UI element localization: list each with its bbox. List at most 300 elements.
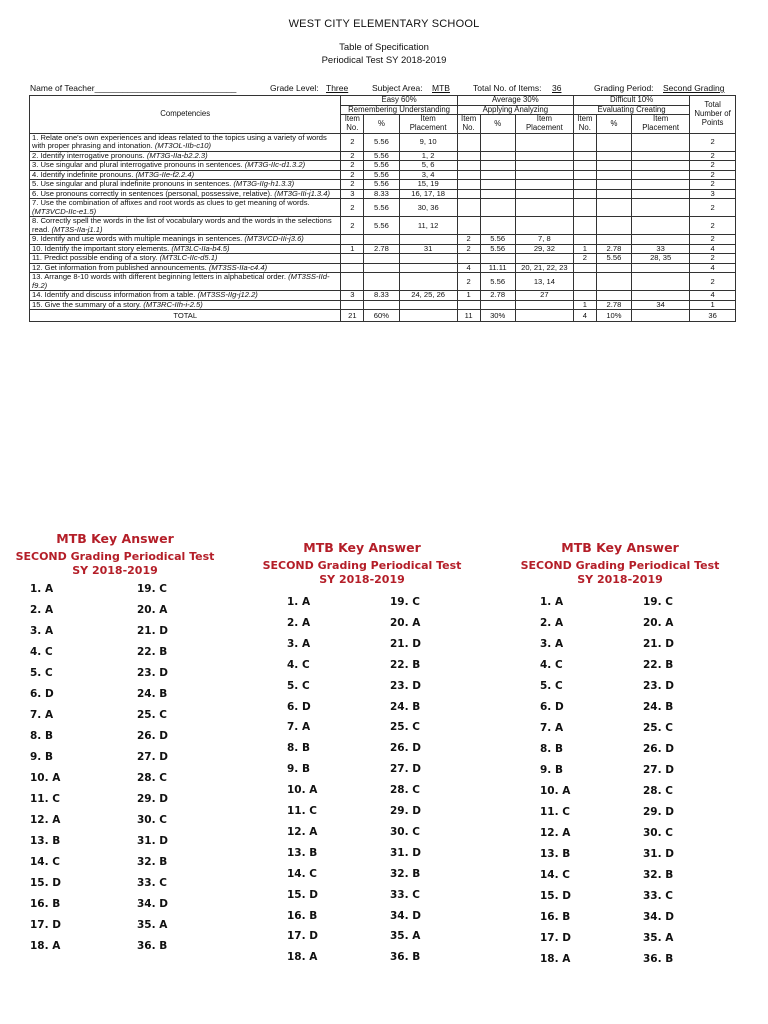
competency-code: (MT3S-IIa-j1.1) xyxy=(51,224,103,234)
cell-total: 2 xyxy=(690,273,736,291)
answer-item: 32. B xyxy=(137,856,168,868)
cell-e-pl: 15, 19 xyxy=(399,180,457,190)
cell-a-pct xyxy=(480,133,515,151)
cell-d-pct xyxy=(596,189,631,199)
cell-d-pl xyxy=(632,189,690,199)
difficult-header: Difficult 10% xyxy=(573,96,689,106)
cell-a-no xyxy=(457,133,480,151)
competency-text: 8. Correctly spell the words in the list of vocabulary words and the words in the selections read. xyxy=(32,216,332,234)
cell-a-no xyxy=(457,189,480,199)
total-d-pct: 10% xyxy=(596,310,631,322)
answer-item: 21. D xyxy=(137,625,168,637)
answer-item: 3. A xyxy=(540,638,564,650)
cell-a-pl xyxy=(515,199,573,217)
answer-item: 30. C xyxy=(390,825,420,838)
average-subheader: Applying Analyzing xyxy=(457,105,573,115)
answer-item: 35. A xyxy=(137,919,168,931)
answer-item: 26. D xyxy=(643,743,674,755)
cell-d-no xyxy=(573,291,596,301)
cell-e-pl xyxy=(399,235,457,245)
cell-a-pl xyxy=(515,151,573,161)
table-row xyxy=(30,300,736,310)
answer-item: 6. D xyxy=(30,688,54,700)
cell-e-no: 2 xyxy=(341,133,364,151)
answer-item: 13. B xyxy=(30,835,61,847)
cell-d-pl xyxy=(632,133,690,151)
cell-d-pct xyxy=(596,217,631,235)
cell-a-pl xyxy=(515,300,573,310)
answer-item: 10. A xyxy=(287,784,318,797)
cell-a-pl xyxy=(515,189,573,199)
cell-d-no xyxy=(573,235,596,245)
total-d-no: 4 xyxy=(573,310,596,322)
competency-text: 11. Predict possible ending of a story. xyxy=(32,253,158,263)
document-title: Table of Specification xyxy=(339,42,429,53)
cell-a-no xyxy=(457,170,480,180)
answer-item: 7. A xyxy=(30,709,54,721)
cell-e-pct: 5.56 xyxy=(364,170,399,180)
answer-item: 17. D xyxy=(540,932,571,944)
cell-e-pct: 8.33 xyxy=(364,291,399,301)
answer-item: 11. C xyxy=(287,805,317,817)
cell-e-no: 1 xyxy=(341,244,364,254)
col-item-no: Item No. xyxy=(457,115,480,133)
competency-text: 4. Identify indefinite pronouns. xyxy=(32,169,134,179)
answer-item: 18. A xyxy=(540,953,571,965)
answer-item: 31. D xyxy=(643,848,674,860)
cell-e-pl: 31 xyxy=(399,244,457,254)
answer-item: 2. A xyxy=(30,604,54,616)
cell-a-pl xyxy=(515,133,573,151)
cell-e-pl: 11, 12 xyxy=(399,217,457,235)
answer-item: 11. C xyxy=(30,793,60,805)
cell-a-pct xyxy=(480,217,515,235)
cell-d-pct xyxy=(596,151,631,161)
answer-item: 18. A xyxy=(287,951,318,964)
col-pct: % xyxy=(364,115,399,133)
answer-item: 22. B xyxy=(643,659,674,671)
answer-item: 5. C xyxy=(30,667,53,679)
cell-d-no xyxy=(573,217,596,235)
cell-e-pct xyxy=(364,263,399,273)
cell-e-pl xyxy=(399,263,457,273)
cell-e-no xyxy=(341,235,364,245)
answer-item: 30. C xyxy=(137,814,167,826)
cell-total: 4 xyxy=(690,263,736,273)
key-title: MTB Key Answer xyxy=(561,540,679,555)
cell-e-no xyxy=(341,273,364,291)
empty-cell xyxy=(399,310,457,322)
cell-a-pl xyxy=(515,161,573,171)
total-row xyxy=(30,310,736,322)
competency-text: 13. Arrange 8-10 words with different beginning letters in alphabetical order. xyxy=(32,272,286,282)
answer-item: 8. B xyxy=(540,743,563,755)
total-points: 36 xyxy=(690,310,736,322)
answer-item: 20. A xyxy=(137,604,168,616)
answer-item: 33. C xyxy=(390,888,420,901)
cell-total: 2 xyxy=(690,199,736,217)
answer-item: 9. B xyxy=(540,764,563,776)
cell-e-pl: 16, 17, 18 xyxy=(399,189,457,199)
cell-a-pl: 27 xyxy=(515,291,573,301)
answer-item: 20. A xyxy=(390,616,421,629)
cell-a-pct xyxy=(480,199,515,217)
answer-item: 13. B xyxy=(540,848,571,860)
cell-a-pl xyxy=(515,180,573,190)
answer-item: 17. D xyxy=(30,919,61,931)
easy-header: Easy 60% xyxy=(341,96,457,106)
cell-e-pct: 5.56 xyxy=(364,133,399,151)
competency-text: 2. Identify interrogative pronouns. xyxy=(32,150,145,160)
cell-d-pct xyxy=(596,263,631,273)
cell-d-pct: 2.78 xyxy=(596,244,631,254)
cell-total: 2 xyxy=(690,170,736,180)
answer-item: 17. D xyxy=(287,930,318,943)
key-sy: SY 2018-2019 xyxy=(577,573,663,586)
competency-code: (MT3G-IIc-d1.3.2) xyxy=(244,160,306,170)
answer-item: 3. A xyxy=(30,625,54,637)
competency-text: 10. Identify the important story elements. xyxy=(32,243,170,253)
cell-e-pl xyxy=(399,273,457,291)
cell-a-pct: 11.11 xyxy=(480,263,515,273)
cell-d-pl xyxy=(632,273,690,291)
answer-item: 19. C xyxy=(137,583,167,595)
cell-d-pct xyxy=(596,199,631,217)
answer-item: 9. B xyxy=(30,751,53,763)
answer-item: 28. C xyxy=(137,772,167,784)
cell-e-pl: 5, 6 xyxy=(399,161,457,171)
cell-d-no xyxy=(573,273,596,291)
items-value: 36 xyxy=(552,83,562,93)
cell-d-pct xyxy=(596,170,631,180)
answer-item: 3. A xyxy=(287,637,311,650)
competency-cell xyxy=(30,133,341,151)
answer-item: 23. D xyxy=(390,679,421,692)
cell-e-no xyxy=(341,300,364,310)
cell-a-pl xyxy=(515,170,573,180)
answer-item: 18. A xyxy=(30,940,61,952)
answer-item: 31. D xyxy=(390,846,421,859)
cell-a-no: 2 xyxy=(457,235,480,245)
cell-d-pl xyxy=(632,180,690,190)
cell-a-no: 2 xyxy=(457,273,480,291)
cell-total: 2 xyxy=(690,235,736,245)
answer-item: 35. A xyxy=(643,932,674,944)
cell-a-no xyxy=(457,161,480,171)
cell-total: 4 xyxy=(690,291,736,301)
cell-a-pct: 5.56 xyxy=(480,235,515,245)
cell-e-pl: 1, 2 xyxy=(399,151,457,161)
competency-text: 15. Give the summary of a story. xyxy=(32,299,142,309)
cell-d-no xyxy=(573,199,596,217)
answer-item: 28. C xyxy=(643,785,673,797)
answer-item: 24. B xyxy=(390,700,421,713)
cell-e-pct xyxy=(364,300,399,310)
cell-total: 2 xyxy=(690,254,736,264)
answer-item: 15. D xyxy=(287,888,318,901)
cell-e-pct: 8.33 xyxy=(364,189,399,199)
competency-code: (MT3SS-IIg-j12.2) xyxy=(197,290,258,300)
cell-total: 2 xyxy=(690,151,736,161)
answer-item: 8. B xyxy=(30,730,53,742)
empty-cell xyxy=(632,310,690,322)
cell-d-pl xyxy=(632,199,690,217)
answer-item: 5. C xyxy=(287,679,310,692)
cell-d-pl: 33 xyxy=(632,244,690,254)
cell-e-no: 2 xyxy=(341,199,364,217)
cell-a-no xyxy=(457,151,480,161)
cell-a-pct xyxy=(480,300,515,310)
cell-e-no: 2 xyxy=(341,217,364,235)
school-name: WEST CITY ELEMENTARY SCHOOL xyxy=(288,18,480,30)
cell-a-pl: 13, 14 xyxy=(515,273,573,291)
table-row xyxy=(30,199,736,217)
cell-d-no xyxy=(573,133,596,151)
competency-text: 6. Use pronouns correctly in sentences (personal, possessive, relative). xyxy=(32,188,273,198)
cell-total: 2 xyxy=(690,161,736,171)
key-subtitle: SECOND Grading Periodical Test xyxy=(262,559,462,572)
cell-a-pl xyxy=(515,254,573,264)
competencies-header: Competencies xyxy=(30,96,341,134)
answer-item: 2. A xyxy=(287,616,311,629)
col-placement: Item Placement xyxy=(632,115,690,133)
answer-item: 16. B xyxy=(287,909,318,922)
answer-item: 22. B xyxy=(390,658,421,671)
col-pct: % xyxy=(480,115,515,133)
answer-item: 10. A xyxy=(30,772,61,784)
cell-e-no: 2 xyxy=(341,161,364,171)
cell-d-pct xyxy=(596,161,631,171)
answer-item: 27. D xyxy=(643,764,674,776)
competency-code: (MT3LC-IIc-d5.1) xyxy=(159,253,218,263)
cell-a-no xyxy=(457,180,480,190)
total-a-no: 11 xyxy=(457,310,480,322)
period-label: Grading Period: xyxy=(594,83,654,93)
competency-text: 5. Use singular and plural indefinite pronouns in sentences. xyxy=(32,179,232,189)
cell-total: 2 xyxy=(690,217,736,235)
answer-item: 34. D xyxy=(390,909,421,922)
answer-item: 6. D xyxy=(540,701,564,713)
answer-item: 36. B xyxy=(643,953,674,965)
answer-item: 11. C xyxy=(540,806,570,818)
cell-total: 2 xyxy=(690,133,736,151)
key-sy: SY 2018-2019 xyxy=(72,564,158,577)
cell-e-pl: 24, 25, 26 xyxy=(399,291,457,301)
answer-item: 15. D xyxy=(540,890,571,902)
cell-e-pct: 5.56 xyxy=(364,151,399,161)
key-title: MTB Key Answer xyxy=(56,531,174,546)
competency-text: 14. Identify and discuss information from a table. xyxy=(32,290,196,300)
cell-d-no: 1 xyxy=(573,300,596,310)
answer-item: 4. C xyxy=(30,646,53,658)
col-item-no: Item No. xyxy=(341,115,364,133)
empty-cell xyxy=(515,310,573,322)
answer-item: 24. B xyxy=(137,688,168,700)
cell-a-no: 1 xyxy=(457,291,480,301)
cell-e-pl xyxy=(399,254,457,264)
cell-d-no xyxy=(573,263,596,273)
cell-a-pl: 7, 8 xyxy=(515,235,573,245)
cell-a-no: 2 xyxy=(457,244,480,254)
answer-item: 32. B xyxy=(390,867,421,880)
cell-d-pct xyxy=(596,180,631,190)
answer-item: 25. C xyxy=(390,721,420,734)
col-pct: % xyxy=(596,115,631,133)
grade-value: Three xyxy=(326,83,349,93)
cell-a-pct xyxy=(480,189,515,199)
table-row xyxy=(30,217,736,235)
cell-e-no: 2 xyxy=(341,170,364,180)
answer-item: 29. D xyxy=(390,805,421,817)
answer-item: 5. C xyxy=(540,680,563,692)
answer-item: 31. D xyxy=(137,835,168,847)
cell-a-no xyxy=(457,300,480,310)
competency-code: (MT3SS-IId-f9.2) xyxy=(32,272,330,290)
cell-e-pl: 3, 4 xyxy=(399,170,457,180)
items-label: Total No. of Items: xyxy=(473,83,542,93)
competency-code: (MT3RC-IIh-i-2.5) xyxy=(143,299,203,309)
key-subtitle: SECOND Grading Periodical Test xyxy=(520,559,720,572)
cell-d-pct xyxy=(596,133,631,151)
competency-code: (MT3G-IIi-j1.3.4) xyxy=(274,188,330,198)
competency-text: 1. Relate one's own experiences and ideas related to the topics using a variety of words with proper phrasing and intonation. xyxy=(32,132,327,151)
total-e-pct: 60% xyxy=(364,310,399,322)
total-e-no: 21 xyxy=(341,310,364,322)
answer-item: 35. A xyxy=(390,930,421,943)
test-title: Periodical Test SY 2018-2019 xyxy=(321,55,447,66)
cell-d-pct xyxy=(596,235,631,245)
answer-item: 23. D xyxy=(643,680,674,692)
cell-d-no xyxy=(573,151,596,161)
competency-text: 7. Use the combination of affixes and root words as clues to get meaning of words. xyxy=(32,198,310,208)
cell-d-no xyxy=(573,170,596,180)
cell-e-pl xyxy=(399,300,457,310)
answer-item: 8. B xyxy=(287,742,310,755)
cell-a-no xyxy=(457,217,480,235)
period-value: Second Grading xyxy=(663,83,725,93)
answer-item: 24. B xyxy=(643,701,674,713)
answer-item: 14. C xyxy=(540,869,570,881)
cell-a-no xyxy=(457,199,480,217)
competency-code: (MT3LC-IIa-b4.5) xyxy=(171,243,230,253)
answer-item: 16. B xyxy=(540,911,571,923)
answer-item: 23. D xyxy=(137,667,168,679)
cell-total: 1 xyxy=(690,300,736,310)
cell-a-no xyxy=(457,254,480,264)
total-points-header: Total Number of Points xyxy=(690,96,736,134)
answer-item: 14. C xyxy=(287,867,317,880)
cell-e-pct: 2.78 xyxy=(364,244,399,254)
cell-d-pl xyxy=(632,291,690,301)
cell-e-pct xyxy=(364,273,399,291)
answer-item: 34. D xyxy=(137,898,168,910)
cell-e-pct: 5.56 xyxy=(364,161,399,171)
cell-d-pl xyxy=(632,170,690,180)
answer-item: 29. D xyxy=(643,806,674,818)
answer-item: 25. C xyxy=(137,709,167,721)
col-placement: Item Placement xyxy=(399,115,457,133)
table-body xyxy=(30,133,736,322)
cell-a-pl xyxy=(515,217,573,235)
answer-item: 36. B xyxy=(137,940,168,952)
cell-total: 4 xyxy=(690,244,736,254)
competency-cell xyxy=(30,273,341,291)
col-item-no: Item No. xyxy=(573,115,596,133)
cell-d-pl xyxy=(632,263,690,273)
answer-item: 10. A xyxy=(540,785,571,797)
answer-item: 4. C xyxy=(540,659,563,671)
cell-e-no: 3 xyxy=(341,291,364,301)
cell-e-no xyxy=(341,263,364,273)
cell-d-pl xyxy=(632,161,690,171)
answer-item: 20. A xyxy=(643,617,674,629)
answer-item: 26. D xyxy=(390,742,421,755)
answer-item: 33. C xyxy=(137,877,167,889)
cell-d-no xyxy=(573,189,596,199)
key-title: MTB Key Answer xyxy=(303,540,421,555)
cell-a-pl: 20, 21, 22, 23 xyxy=(515,263,573,273)
answer-item: 30. C xyxy=(643,827,673,839)
col-placement: Item Placement xyxy=(515,115,573,133)
cell-e-no xyxy=(341,254,364,264)
answer-item: 26. D xyxy=(137,730,168,742)
competency-text: 12. Get information from published announcements. xyxy=(32,262,207,272)
cell-total: 3 xyxy=(690,189,736,199)
cell-e-pct xyxy=(364,254,399,264)
cell-e-no: 2 xyxy=(341,151,364,161)
answer-item: 7. A xyxy=(287,721,311,734)
answer-item: 13. B xyxy=(287,846,318,859)
answer-item: 19. C xyxy=(643,596,673,608)
answer-item: 21. D xyxy=(390,637,421,650)
easy-subheader: Remembering Understanding xyxy=(341,105,457,115)
subject-label: Subject Area: xyxy=(372,83,423,93)
cell-e-no: 3 xyxy=(341,189,364,199)
competency-code: (MT3SS-IIa-c4.4) xyxy=(208,262,268,272)
teacher-label: Name of Teacher______________________________ xyxy=(30,83,237,93)
cell-e-pct: 5.56 xyxy=(364,199,399,217)
cell-a-no: 4 xyxy=(457,263,480,273)
cell-d-pct: 5.56 xyxy=(596,254,631,264)
cell-e-pct: 5.56 xyxy=(364,180,399,190)
grade-label: Grade Level: xyxy=(270,83,319,93)
competency-code: (MT3VCD-IIc-e1.5) xyxy=(32,206,97,216)
competency-code: (MT3OL-IIb-c10) xyxy=(154,141,211,151)
cell-a-pct xyxy=(480,180,515,190)
answer-item: 12. A xyxy=(287,825,318,838)
cell-a-pct: 5.56 xyxy=(480,244,515,254)
subject-value: MTB xyxy=(432,83,450,93)
cell-a-pct: 5.56 xyxy=(480,273,515,291)
answer-item: 15. D xyxy=(30,877,61,889)
answer-item: 9. B xyxy=(287,763,310,776)
cell-e-no: 2 xyxy=(341,180,364,190)
cell-e-pct xyxy=(364,235,399,245)
competency-cell xyxy=(30,217,341,235)
cell-d-no: 1 xyxy=(573,244,596,254)
total-label: TOTAL xyxy=(30,310,341,322)
cell-e-pct: 5.56 xyxy=(364,217,399,235)
cell-d-no xyxy=(573,180,596,190)
total-a-pct: 30% xyxy=(480,310,515,322)
answer-item: 33. C xyxy=(643,890,673,902)
average-header: Average 30% xyxy=(457,96,573,106)
answer-item: 1. A xyxy=(30,583,54,595)
answer-item: 19. C xyxy=(390,596,420,608)
cell-a-pct: 2.78 xyxy=(480,291,515,301)
competency-code: (MT3G-IIa-b2.2.3) xyxy=(146,150,208,160)
answer-item: 6. D xyxy=(287,700,311,713)
